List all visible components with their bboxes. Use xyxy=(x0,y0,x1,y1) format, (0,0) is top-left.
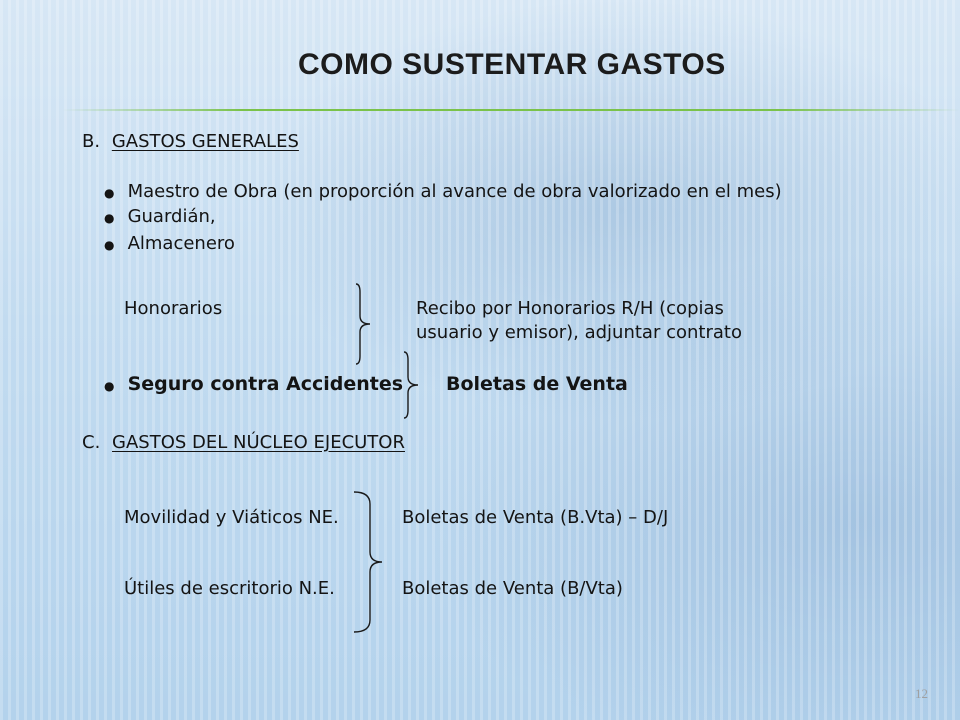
title-divider xyxy=(62,109,960,111)
section-b-title: GASTOS GENERALES xyxy=(111,131,299,152)
honorarios-doc-line2: usuario y emisor), adjuntar contrato xyxy=(416,322,742,343)
utiles-doc: Boletas de Venta (B/Vta) xyxy=(402,578,623,599)
bullet-item xyxy=(104,373,403,395)
bullet-text: Guardián, xyxy=(127,206,216,227)
brace-icon xyxy=(394,350,424,420)
movilidad-doc: Boletas de Venta (B.Vta) – D/J xyxy=(402,507,669,528)
brace-icon xyxy=(346,282,376,366)
honorarios-label: Honorarios xyxy=(124,298,223,319)
section-c-marker: C. xyxy=(82,432,101,453)
brace-icon xyxy=(350,490,384,634)
movilidad-label: Movilidad y Viáticos NE. xyxy=(124,507,339,528)
bullet-icon: ● xyxy=(104,379,115,393)
section-b-heading xyxy=(82,131,299,152)
seguro-label: Seguro contra Accidentes xyxy=(127,373,404,395)
seguro-doc: Boletas de Venta xyxy=(446,373,628,395)
bullet-item xyxy=(104,206,216,227)
bullet-icon: ● xyxy=(104,211,115,225)
bullet-icon: ● xyxy=(104,238,115,252)
section-c-heading xyxy=(82,432,405,453)
bullet-item xyxy=(104,181,782,202)
utiles-label: Útiles de escritorio N.E. xyxy=(124,578,335,599)
bullet-text: Maestro de Obra (en proporción al avance de obra valorizado en el mes) xyxy=(127,181,782,202)
section-c-title: GASTOS DEL NÚCLEO EJECUTOR xyxy=(112,432,405,453)
page-number: 12 xyxy=(915,686,928,701)
slide-title: COMO SUSTENTAR GASTOS xyxy=(298,48,726,81)
honorarios-doc-line1: Recibo por Honorarios R/H (copias xyxy=(416,298,724,319)
bullet-item xyxy=(104,233,235,254)
bullet-text: Almacenero xyxy=(127,233,235,254)
bullet-icon: ● xyxy=(104,186,115,200)
section-b-marker: B. xyxy=(82,131,101,152)
